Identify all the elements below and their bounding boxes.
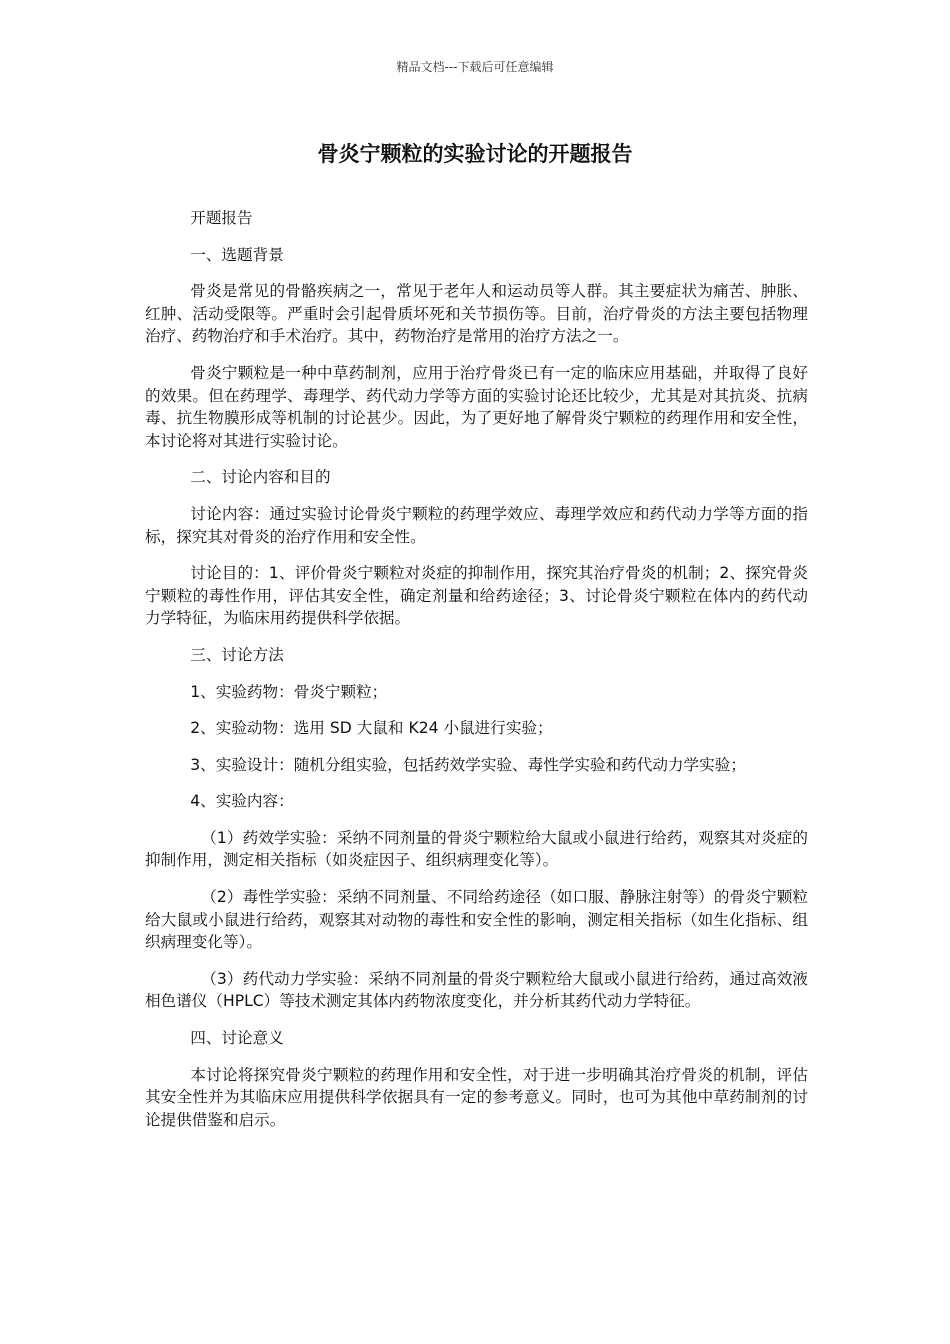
sub-item-toxicology: （2）毒性学实验：采纳不同剂量、不同给药途径（如口服、静脉注射等）的骨炎宁颗粒给大鼠或小鼠进行给药，观察其对动物的毒性和安全性的影响，测定相关指标（如生化指标、组织病理变化等）。 [145, 888, 808, 952]
paragraph-content: 讨论内容：通过实验讨论骨炎宁颗粒的药理学效应、毒理学效应和药代动力学等方面的指标，探究其对骨炎的治疗作用和安全性。 [145, 504, 808, 546]
sub-item-pharmacodynamics: （1）药效学实验：采纳不同剂量的骨炎宁颗粒给大鼠或小鼠进行给药，观察其对炎症的抑制作用，测定相关指标（如炎症因子、组织病理变化等）。 [145, 828, 808, 870]
paragraph-background-2: 骨炎宁颗粒是一种中草药制剂，应用于治疗骨炎已有一定的临床应用基础，并取得了良好的效果。但在药理学、毒理学、药代动力学等方面的实验讨论还比较少，尤其是对其抗炎、抗病毒、抗生物膜形成等机制的讨论甚少。因此，为了更好地了解骨炎宁颗粒的药理作用和安全性，本讨论将对其进行实验讨论。 [145, 363, 808, 450]
document-title: 骨炎宁颗粒的实验讨论的开题报告 [317, 142, 633, 166]
section-heading-significance: 四、讨论意义 [190, 1029, 284, 1048]
paragraph-background-1: 骨炎是常见的骨骼疾病之一，常见于老年人和运动员等人群。其主要症状为痛苦、肿胀、红肿、活动受限等。严重时会引起骨质坏死和关节损伤等。目前，治疗骨炎的方法主要包括物理治疗、药物治疗和手术治疗。其中，药物治疗是常用的治疗方法之一。 [145, 282, 808, 346]
paragraph-purpose: 讨论目的：1、评价骨炎宁颗粒对炎症的抑制作用，探究其治疗骨炎的机制；2、探究骨炎宁颗粒的毒性作用，评估其安全性，确定剂量和给药途径；3、讨论骨炎宁颗粒在体内的药代动力学特征，为临床用药提供科学依据。 [145, 564, 808, 628]
sub-item-pharmacokinetics: （3）药代动力学实验：采纳不同剂量的骨炎宁颗粒给大鼠或小鼠进行给药，通过高效液相色谱仪（HPLC）等技术测定其体内药物浓度变化，并分析其药代动力学特征。 [145, 969, 808, 1011]
method-item-drug: 1、实验药物：骨炎宁颗粒； [190, 682, 388, 701]
method-item-animals: 2、实验动物：选用 SD 大鼠和 K24 小鼠进行实验； [190, 719, 553, 738]
section-heading-content: 二、讨论内容和目的 [190, 468, 331, 487]
header-note: 精品文档---下载后可任意编辑 [396, 60, 554, 74]
method-item-design: 3、实验设计：随机分组实验，包括药效学实验、毒性学实验和药代动力学实验； [190, 755, 746, 774]
section-label-report: 开题报告 [190, 209, 253, 227]
section-heading-methods: 三、讨论方法 [190, 645, 284, 664]
paragraph-significance: 本讨论将探究骨炎宁颗粒的药理作用和安全性，对于进一步明确其治疗骨炎的机制，评估其安全性并为其临床应用提供科学依据具有一定的参考意义。同时，也可为其他中草药制剂的讨论提供借鉴和启示。 [145, 1065, 808, 1129]
section-heading-background: 一、选题背景 [190, 245, 284, 264]
document-body [145, 207, 808, 1145]
method-item-content: 4、实验内容： [190, 792, 294, 811]
